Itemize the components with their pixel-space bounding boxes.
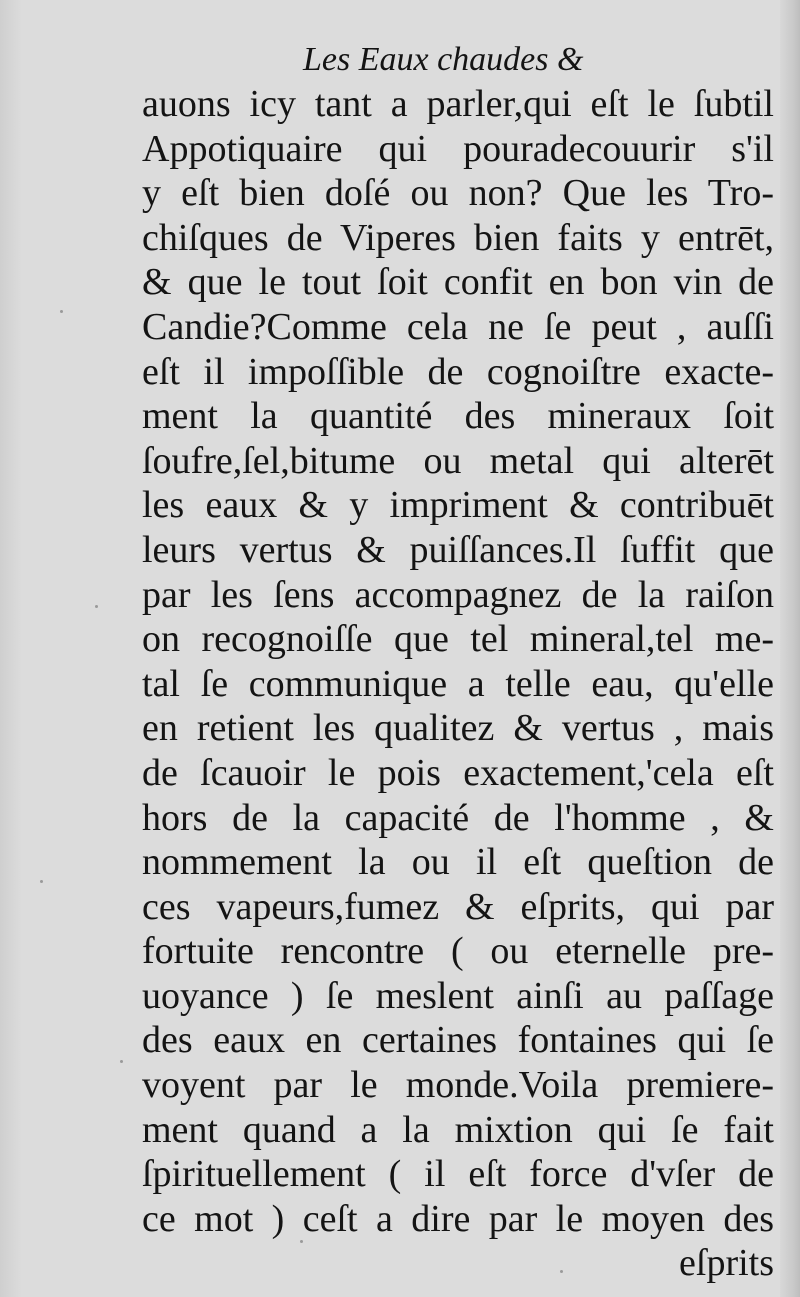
text-line: chiſques de Viperes bien faits y entrēt, bbox=[142, 216, 774, 259]
paper-speck bbox=[120, 1060, 123, 1063]
text-line: ment quand a la mixtion qui ſe fait bbox=[142, 1108, 774, 1151]
paper-speck bbox=[300, 1240, 303, 1243]
paper-speck bbox=[560, 1270, 563, 1273]
text-line: des eaux en certaines fontaines qui ſe bbox=[142, 1019, 774, 1062]
text-line: eſt il impoſſible de cognoiſtre exacte- bbox=[142, 350, 774, 393]
text-line: ce mot ) ceſt a dire par le moyen des bbox=[142, 1197, 774, 1240]
text-line: Appotiquaire qui pouradecouurir s'il bbox=[142, 127, 774, 170]
text-line: hors de la capacité de l'homme , & bbox=[142, 796, 774, 839]
text-line: de ſcauoir le pois exactement,'cela eſt bbox=[142, 751, 774, 794]
text-line: y eſt bien doſé ou non? Que les Tro- bbox=[142, 172, 774, 215]
text-line: ces vapeurs,fumez & eſprits, qui par bbox=[142, 885, 774, 928]
text-line: les eaux & y impriment & contribuēt bbox=[142, 484, 774, 527]
text-line: uoyance ) ſe meslent ainſi au paſſage bbox=[142, 974, 774, 1017]
page-gutter bbox=[0, 0, 22, 1297]
paper-speck bbox=[95, 605, 98, 608]
text-line: nommement la ou il eſt queſtion de bbox=[142, 841, 774, 884]
paper-speck bbox=[40, 880, 43, 883]
running-head: Les Eaux chaudes & bbox=[303, 41, 584, 78]
paper-speck bbox=[60, 310, 63, 313]
text-line: Candie?Comme cela ne ſe peut , auſſi bbox=[142, 305, 774, 348]
text-line: voyent par le monde.Voila premiere- bbox=[142, 1064, 774, 1107]
text-line: par les ſens accompagnez de la raiſon bbox=[142, 573, 774, 616]
page-edge bbox=[780, 0, 800, 1297]
text-line: ſoufre,ſel,bitume ou metal qui alterēt bbox=[142, 439, 774, 482]
text-line: tal ſe communique a telle eau, qu'elle bbox=[142, 662, 774, 705]
text-line: on recognoiſſe que tel mineral,tel me- bbox=[142, 618, 774, 661]
text-line: ment la quantité des mineraux ſoit bbox=[142, 395, 774, 438]
text-line: en retient les qualitez & vertus , mais bbox=[142, 707, 774, 750]
text-line: auons icy tant a parler,qui eſt le ſubtil bbox=[142, 83, 774, 125]
text-line: ſpirituellement ( il eſt force d'vſer de bbox=[142, 1153, 774, 1196]
text-line: fortuite rencontre ( ou eternelle pre- bbox=[142, 930, 774, 973]
catchword: eſprits bbox=[679, 1242, 774, 1285]
body-text bbox=[142, 82, 774, 1286]
text-line: & que le tout ſoit confit en bon vin de bbox=[142, 261, 774, 304]
text-line: leurs vertus & puiſſances.Il ſuffit que bbox=[142, 528, 774, 571]
